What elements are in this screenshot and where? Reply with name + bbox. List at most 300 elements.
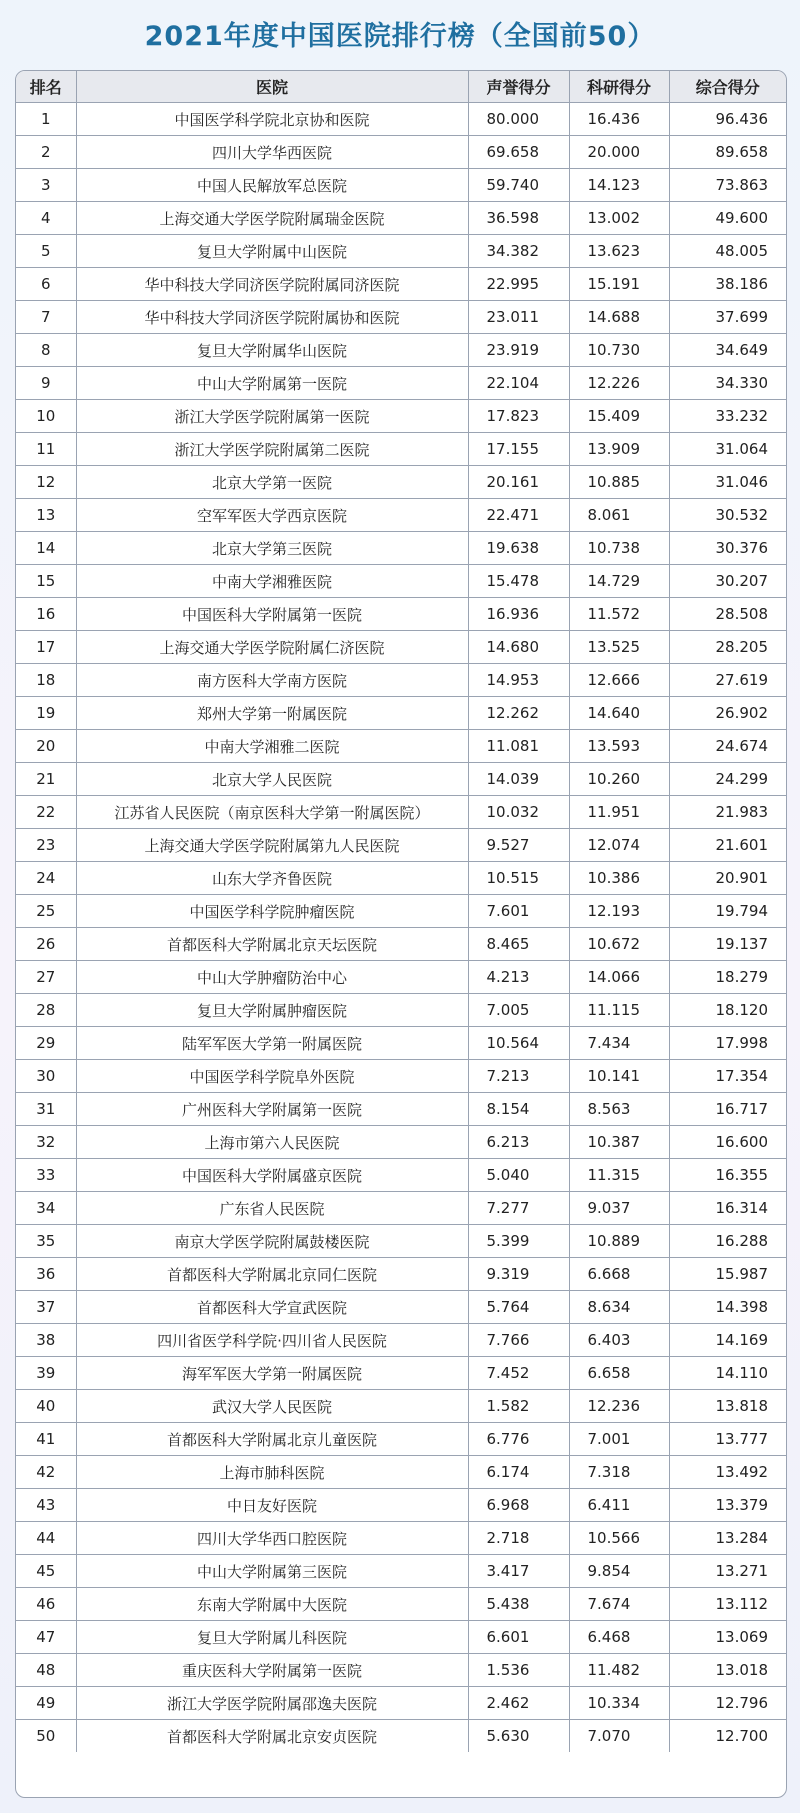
- rank-cell: 18: [16, 664, 76, 697]
- total-score-cell: 21.601: [669, 829, 786, 862]
- hospital-name-cell: 南京大学医学院附属鼓楼医院: [76, 1225, 468, 1258]
- reputation-score-cell: 7.452: [468, 1357, 569, 1390]
- hospital-name-cell: 中山大学附属第一医院: [76, 367, 468, 400]
- research-score-cell: 20.000: [569, 136, 669, 169]
- hospital-name-cell: 四川大学华西医院: [76, 136, 468, 169]
- table-row: [16, 697, 786, 730]
- rank-cell: 22: [16, 796, 76, 829]
- research-score-cell: 6.658: [569, 1357, 669, 1390]
- total-score-cell: 17.354: [669, 1060, 786, 1093]
- total-score-cell: 19.794: [669, 895, 786, 928]
- total-score-cell: 14.110: [669, 1357, 786, 1390]
- table-row: [16, 136, 786, 169]
- total-score-cell: 12.796: [669, 1687, 786, 1720]
- table-row: [16, 1654, 786, 1687]
- table-row: [16, 829, 786, 862]
- hospital-name-cell: 四川省医学科学院·四川省人民医院: [76, 1324, 468, 1357]
- table-row: [16, 1093, 786, 1126]
- hospital-name-cell: 复旦大学附属华山医院: [76, 334, 468, 367]
- total-score-cell: 16.717: [669, 1093, 786, 1126]
- research-score-cell: 12.193: [569, 895, 669, 928]
- rank-cell: 47: [16, 1621, 76, 1654]
- total-score-cell: 13.271: [669, 1555, 786, 1588]
- research-score-cell: 10.885: [569, 466, 669, 499]
- rank-cell: 44: [16, 1522, 76, 1555]
- hospital-name-cell: 上海交通大学医学院附属第九人民医院: [76, 829, 468, 862]
- hospital-name-cell: 华中科技大学同济医学院附属同济医院: [76, 268, 468, 301]
- total-score-cell: 21.983: [669, 796, 786, 829]
- total-score-cell: 30.207: [669, 565, 786, 598]
- reputation-score-cell: 8.154: [468, 1093, 569, 1126]
- total-score-cell: 13.492: [669, 1456, 786, 1489]
- table-row: [16, 268, 786, 301]
- table-body: [16, 103, 786, 1753]
- research-score-cell: 14.066: [569, 961, 669, 994]
- research-score-cell: 11.115: [569, 994, 669, 1027]
- reputation-score-cell: 10.032: [468, 796, 569, 829]
- rank-cell: 7: [16, 301, 76, 334]
- hospital-name-cell: 陆军军医大学第一附属医院: [76, 1027, 468, 1060]
- rank-cell: 28: [16, 994, 76, 1027]
- rank-cell: 40: [16, 1390, 76, 1423]
- hospital-name-cell: 北京大学第一医院: [76, 466, 468, 499]
- research-score-cell: 7.001: [569, 1423, 669, 1456]
- table-header: [16, 71, 786, 103]
- research-score-cell: 11.951: [569, 796, 669, 829]
- research-score-cell: 8.634: [569, 1291, 669, 1324]
- research-score-cell: 16.436: [569, 103, 669, 136]
- reputation-score-cell: 9.527: [468, 829, 569, 862]
- total-score-cell: 31.046: [669, 466, 786, 499]
- table-row: [16, 961, 786, 994]
- rank-cell: 45: [16, 1555, 76, 1588]
- total-score-cell: 24.299: [669, 763, 786, 796]
- table-row: [16, 664, 786, 697]
- table-row: [16, 1060, 786, 1093]
- total-score-cell: 28.205: [669, 631, 786, 664]
- hospital-name-cell: 上海交通大学医学院附属仁济医院: [76, 631, 468, 664]
- table-row: [16, 862, 786, 895]
- rank-cell: 6: [16, 268, 76, 301]
- hospital-name-cell: 中山大学附属第三医院: [76, 1555, 468, 1588]
- table-row: [16, 631, 786, 664]
- research-score-cell: 6.668: [569, 1258, 669, 1291]
- total-score-cell: 30.376: [669, 532, 786, 565]
- hospital-name-cell: 武汉大学人民医院: [76, 1390, 468, 1423]
- research-score-cell: 15.191: [569, 268, 669, 301]
- reputation-score-cell: 14.680: [468, 631, 569, 664]
- hospital-name-cell: 空军军医大学西京医院: [76, 499, 468, 532]
- reputation-score-cell: 6.968: [468, 1489, 569, 1522]
- table-row: [16, 466, 786, 499]
- rank-cell: 26: [16, 928, 76, 961]
- total-score-cell: 34.330: [669, 367, 786, 400]
- rank-cell: 25: [16, 895, 76, 928]
- reputation-score-cell: 5.438: [468, 1588, 569, 1621]
- hospital-name-cell: 北京大学第三医院: [76, 532, 468, 565]
- hospital-name-cell: 郑州大学第一附属医院: [76, 697, 468, 730]
- table-row: [16, 532, 786, 565]
- reputation-score-cell: 4.213: [468, 961, 569, 994]
- research-score-cell: 8.563: [569, 1093, 669, 1126]
- table-row: [16, 1291, 786, 1324]
- reputation-score-cell: 7.601: [468, 895, 569, 928]
- rank-cell: 39: [16, 1357, 76, 1390]
- table-row: [16, 1423, 786, 1456]
- total-score-cell: 15.987: [669, 1258, 786, 1291]
- research-score-cell: 10.387: [569, 1126, 669, 1159]
- total-score-cell: 26.902: [669, 697, 786, 730]
- reputation-score-cell: 16.936: [468, 598, 569, 631]
- table-row: [16, 1390, 786, 1423]
- hospital-name-cell: 上海市第六人民医院: [76, 1126, 468, 1159]
- rank-cell: 3: [16, 169, 76, 202]
- table-row: [16, 1159, 786, 1192]
- hospital-name-cell: 东南大学附属中大医院: [76, 1588, 468, 1621]
- table-row: [16, 565, 786, 598]
- research-score-cell: 11.315: [569, 1159, 669, 1192]
- research-score-cell: 10.889: [569, 1225, 669, 1258]
- rank-cell: 10: [16, 400, 76, 433]
- table-row: [16, 1192, 786, 1225]
- total-score-cell: 13.018: [669, 1654, 786, 1687]
- total-score-cell: 14.398: [669, 1291, 786, 1324]
- header-research-score: 科研得分: [569, 71, 669, 103]
- page-title: 2021年度中国医院排行榜（全国前50）: [144, 21, 656, 52]
- hospital-name-cell: 首都医科大学附属北京儿童医院: [76, 1423, 468, 1456]
- table-row: [16, 1621, 786, 1654]
- rank-cell: 36: [16, 1258, 76, 1291]
- hospital-name-cell: 中国医学科学院北京协和医院: [76, 103, 468, 136]
- reputation-score-cell: 22.104: [468, 367, 569, 400]
- table-row: [16, 928, 786, 961]
- total-score-cell: 24.674: [669, 730, 786, 763]
- reputation-score-cell: 34.382: [468, 235, 569, 268]
- rank-cell: 24: [16, 862, 76, 895]
- table-row: [16, 202, 786, 235]
- rank-cell: 33: [16, 1159, 76, 1192]
- reputation-score-cell: 1.582: [468, 1390, 569, 1423]
- total-score-cell: 31.064: [669, 433, 786, 466]
- research-score-cell: 10.141: [569, 1060, 669, 1093]
- reputation-score-cell: 17.155: [468, 433, 569, 466]
- total-score-cell: 37.699: [669, 301, 786, 334]
- research-score-cell: 12.666: [569, 664, 669, 697]
- table-row: [16, 334, 786, 367]
- table-row: [16, 1225, 786, 1258]
- hospital-name-cell: 复旦大学附属肿瘤医院: [76, 994, 468, 1027]
- research-score-cell: 10.730: [569, 334, 669, 367]
- reputation-score-cell: 14.953: [468, 664, 569, 697]
- header-reputation-score: 声誉得分: [468, 71, 569, 103]
- rank-cell: 14: [16, 532, 76, 565]
- reputation-score-cell: 3.417: [468, 1555, 569, 1588]
- rank-cell: 23: [16, 829, 76, 862]
- rank-cell: 16: [16, 598, 76, 631]
- rank-cell: 46: [16, 1588, 76, 1621]
- total-score-cell: 13.818: [669, 1390, 786, 1423]
- research-score-cell: 10.738: [569, 532, 669, 565]
- research-score-cell: 6.468: [569, 1621, 669, 1654]
- reputation-score-cell: 7.213: [468, 1060, 569, 1093]
- table-row: [16, 1720, 786, 1753]
- reputation-score-cell: 7.766: [468, 1324, 569, 1357]
- reputation-score-cell: 1.536: [468, 1654, 569, 1687]
- table-row: [16, 103, 786, 136]
- reputation-score-cell: 23.011: [468, 301, 569, 334]
- reputation-score-cell: 5.630: [468, 1720, 569, 1753]
- research-score-cell: 13.002: [569, 202, 669, 235]
- research-score-cell: 8.061: [569, 499, 669, 532]
- hospital-name-cell: 中日友好医院: [76, 1489, 468, 1522]
- total-score-cell: 27.619: [669, 664, 786, 697]
- reputation-score-cell: 10.515: [468, 862, 569, 895]
- hospital-name-cell: 江苏省人民医院（南京医科大学第一附属医院）: [76, 796, 468, 829]
- research-score-cell: 12.236: [569, 1390, 669, 1423]
- total-score-cell: 89.658: [669, 136, 786, 169]
- reputation-score-cell: 19.638: [468, 532, 569, 565]
- research-score-cell: 7.674: [569, 1588, 669, 1621]
- table-row: [16, 433, 786, 466]
- research-score-cell: 14.729: [569, 565, 669, 598]
- rank-cell: 31: [16, 1093, 76, 1126]
- table-row: [16, 1027, 786, 1060]
- reputation-score-cell: 12.262: [468, 697, 569, 730]
- hospital-name-cell: 浙江大学医学院附属第一医院: [76, 400, 468, 433]
- header-total-score: 综合得分: [669, 71, 786, 103]
- hospital-name-cell: 四川大学华西口腔医院: [76, 1522, 468, 1555]
- reputation-score-cell: 2.462: [468, 1687, 569, 1720]
- research-score-cell: 14.640: [569, 697, 669, 730]
- rank-cell: 5: [16, 235, 76, 268]
- reputation-score-cell: 9.319: [468, 1258, 569, 1291]
- reputation-score-cell: 23.919: [468, 334, 569, 367]
- table-row: [16, 1489, 786, 1522]
- research-score-cell: 12.226: [569, 367, 669, 400]
- research-score-cell: 7.318: [569, 1456, 669, 1489]
- rank-cell: 4: [16, 202, 76, 235]
- hospital-name-cell: 海军军医大学第一附属医院: [76, 1357, 468, 1390]
- ranking-table: [16, 71, 786, 1752]
- reputation-score-cell: 15.478: [468, 565, 569, 598]
- rank-cell: 43: [16, 1489, 76, 1522]
- rank-cell: 27: [16, 961, 76, 994]
- rank-cell: 34: [16, 1192, 76, 1225]
- reputation-score-cell: 6.213: [468, 1126, 569, 1159]
- research-score-cell: 10.386: [569, 862, 669, 895]
- rank-cell: 49: [16, 1687, 76, 1720]
- header-hospital: 医院: [76, 71, 468, 103]
- total-score-cell: 28.508: [669, 598, 786, 631]
- total-score-cell: 12.700: [715, 1727, 768, 1745]
- hospital-name-cell: 首都医科大学附属北京天坛医院: [76, 928, 468, 961]
- reputation-score-cell: 5.040: [468, 1159, 569, 1192]
- rank-cell: 29: [16, 1027, 76, 1060]
- rank-cell: 21: [16, 763, 76, 796]
- research-score-cell: 14.123: [569, 169, 669, 202]
- hospital-name-cell: 山东大学齐鲁医院: [76, 862, 468, 895]
- total-score-cell: 13.069: [669, 1621, 786, 1654]
- total-score-cell: 13.284: [669, 1522, 786, 1555]
- table-row: [16, 169, 786, 202]
- ranking-table-container: [15, 70, 787, 1798]
- hospital-name-cell: 中山大学肿瘤防治中心: [76, 961, 468, 994]
- research-score-cell: 11.482: [569, 1654, 669, 1687]
- table-row: [16, 1588, 786, 1621]
- table-row: [16, 994, 786, 1027]
- hospital-name-cell: 重庆医科大学附属第一医院: [76, 1654, 468, 1687]
- hospital-name-cell: 广州医科大学附属第一医院: [76, 1093, 468, 1126]
- reputation-score-cell: 7.277: [468, 1192, 569, 1225]
- rank-cell: 37: [16, 1291, 76, 1324]
- rank-cell: 15: [16, 565, 76, 598]
- research-score-cell: 13.909: [569, 433, 669, 466]
- total-score-cell: 33.232: [669, 400, 786, 433]
- reputation-score-cell: 22.471: [468, 499, 569, 532]
- rank-cell: 17: [16, 631, 76, 664]
- total-score-cell: 48.005: [669, 235, 786, 268]
- total-score-cell: 30.532: [669, 499, 786, 532]
- research-score-cell: 13.525: [569, 631, 669, 664]
- hospital-name-cell: 首都医科大学宣武医院: [76, 1291, 468, 1324]
- reputation-score-cell: 5.764: [468, 1291, 569, 1324]
- reputation-score-cell: 6.174: [468, 1456, 569, 1489]
- reputation-score-cell: 2.718: [468, 1522, 569, 1555]
- research-score-cell: 7.070: [569, 1720, 669, 1753]
- rank-cell: 48: [16, 1654, 76, 1687]
- rank-cell: 35: [16, 1225, 76, 1258]
- research-score-cell: 13.593: [569, 730, 669, 763]
- hospital-name-cell: 中国医学科学院肿瘤医院: [76, 895, 468, 928]
- hospital-name-cell: 中南大学湘雅二医院: [76, 730, 468, 763]
- rank-cell: 20: [16, 730, 76, 763]
- total-score-cell: 16.355: [669, 1159, 786, 1192]
- table-row: [16, 367, 786, 400]
- rank-cell: 9: [16, 367, 76, 400]
- table-row: [16, 1456, 786, 1489]
- hospital-name-cell: 中国医学科学院阜外医院: [76, 1060, 468, 1093]
- hospital-name-cell: 上海市肺科医院: [76, 1456, 468, 1489]
- research-score-cell: 13.623: [569, 235, 669, 268]
- rank-cell: 42: [16, 1456, 76, 1489]
- rank-cell: 1: [16, 103, 76, 136]
- hospital-name-cell: 华中科技大学同济医学院附属协和医院: [76, 301, 468, 334]
- rank-cell: 30: [16, 1060, 76, 1093]
- reputation-score-cell: 5.399: [468, 1225, 569, 1258]
- research-score-cell: 9.037: [569, 1192, 669, 1225]
- hospital-name-cell: 广东省人民医院: [76, 1192, 468, 1225]
- total-score-cell: 18.279: [669, 961, 786, 994]
- reputation-score-cell: 80.000: [468, 103, 569, 136]
- reputation-score-cell: 36.598: [468, 202, 569, 235]
- research-score-cell: 10.672: [569, 928, 669, 961]
- reputation-score-cell: 8.465: [468, 928, 569, 961]
- rank-cell: 32: [16, 1126, 76, 1159]
- table-row: [16, 1522, 786, 1555]
- research-score-cell: 7.434: [569, 1027, 669, 1060]
- table-row: [16, 796, 786, 829]
- table-row: [16, 301, 786, 334]
- rank-cell: 50: [16, 1720, 76, 1753]
- research-score-cell: 10.260: [569, 763, 669, 796]
- hospital-name-cell: 南方医科大学南方医院: [76, 664, 468, 697]
- reputation-score-cell: 69.658: [468, 136, 569, 169]
- rank-cell: 12: [16, 466, 76, 499]
- table-row: [16, 400, 786, 433]
- total-score-cell: 18.120: [669, 994, 786, 1027]
- research-score-cell: 9.854: [569, 1555, 669, 1588]
- table-row: [16, 1324, 786, 1357]
- header-rank: 排名: [16, 71, 76, 103]
- reputation-score-cell: 14.039: [468, 763, 569, 796]
- hospital-name-cell: 复旦大学附属儿科医院: [76, 1621, 468, 1654]
- table-row: [16, 1357, 786, 1390]
- table-row: [16, 1126, 786, 1159]
- rank-cell: 19: [16, 697, 76, 730]
- total-score-cell: 96.436: [669, 103, 786, 136]
- reputation-score-cell: 22.995: [468, 268, 569, 301]
- total-score-cell: 38.186: [669, 268, 786, 301]
- reputation-score-cell: 17.823: [468, 400, 569, 433]
- hospital-name-cell: 中国人民解放军总医院: [76, 169, 468, 202]
- hospital-name-cell: 中南大学湘雅医院: [76, 565, 468, 598]
- rank-cell: 38: [16, 1324, 76, 1357]
- research-score-cell: 14.688: [569, 301, 669, 334]
- hospital-name-cell: 上海交通大学医学院附属瑞金医院: [76, 202, 468, 235]
- table-row: [16, 235, 786, 268]
- hospital-name-cell: 首都医科大学附属北京同仁医院: [76, 1258, 468, 1291]
- research-score-cell: 15.409: [569, 400, 669, 433]
- rank-cell: 8: [16, 334, 76, 367]
- research-score-cell: 10.334: [569, 1687, 669, 1720]
- hospital-name-cell: 中国医科大学附属第一医院: [76, 598, 468, 631]
- total-score-cell: 16.314: [669, 1192, 786, 1225]
- total-score-cell: 14.169: [669, 1324, 786, 1357]
- reputation-score-cell: 11.081: [468, 730, 569, 763]
- total-score-cell: 19.137: [669, 928, 786, 961]
- hospital-name-cell: 首都医科大学附属北京安贞医院: [76, 1720, 468, 1753]
- table-row: [16, 1555, 786, 1588]
- research-score-cell: 6.411: [569, 1489, 669, 1522]
- total-score-cell: 16.288: [669, 1225, 786, 1258]
- total-score-cell: 17.998: [669, 1027, 786, 1060]
- table-row: [16, 598, 786, 631]
- total-score-cell: 49.600: [669, 202, 786, 235]
- total-score-cell: 73.863: [669, 169, 786, 202]
- rank-cell: 41: [16, 1423, 76, 1456]
- reputation-score-cell: 59.740: [468, 169, 569, 202]
- total-score-cell: 13.379: [669, 1489, 786, 1522]
- rank-cell: 11: [16, 433, 76, 466]
- table-row: [16, 499, 786, 532]
- table-row: [16, 1687, 786, 1720]
- reputation-score-cell: 6.601: [468, 1621, 569, 1654]
- reputation-score-cell: 6.776: [468, 1423, 569, 1456]
- hospital-name-cell: 复旦大学附属中山医院: [76, 235, 468, 268]
- hospital-name-cell: 浙江大学医学院附属邵逸夫医院: [76, 1687, 468, 1720]
- header-row: [16, 71, 786, 103]
- research-score-cell: 11.572: [569, 598, 669, 631]
- reputation-score-cell: 20.161: [468, 466, 569, 499]
- total-score-cell: 20.901: [669, 862, 786, 895]
- rank-cell: 2: [16, 136, 76, 169]
- research-score-cell: 6.403: [569, 1324, 669, 1357]
- table-row: [16, 1258, 786, 1291]
- table-row: [16, 763, 786, 796]
- reputation-score-cell: 10.564: [468, 1027, 569, 1060]
- hospital-name-cell: 中国医科大学附属盛京医院: [76, 1159, 468, 1192]
- table-row: [16, 895, 786, 928]
